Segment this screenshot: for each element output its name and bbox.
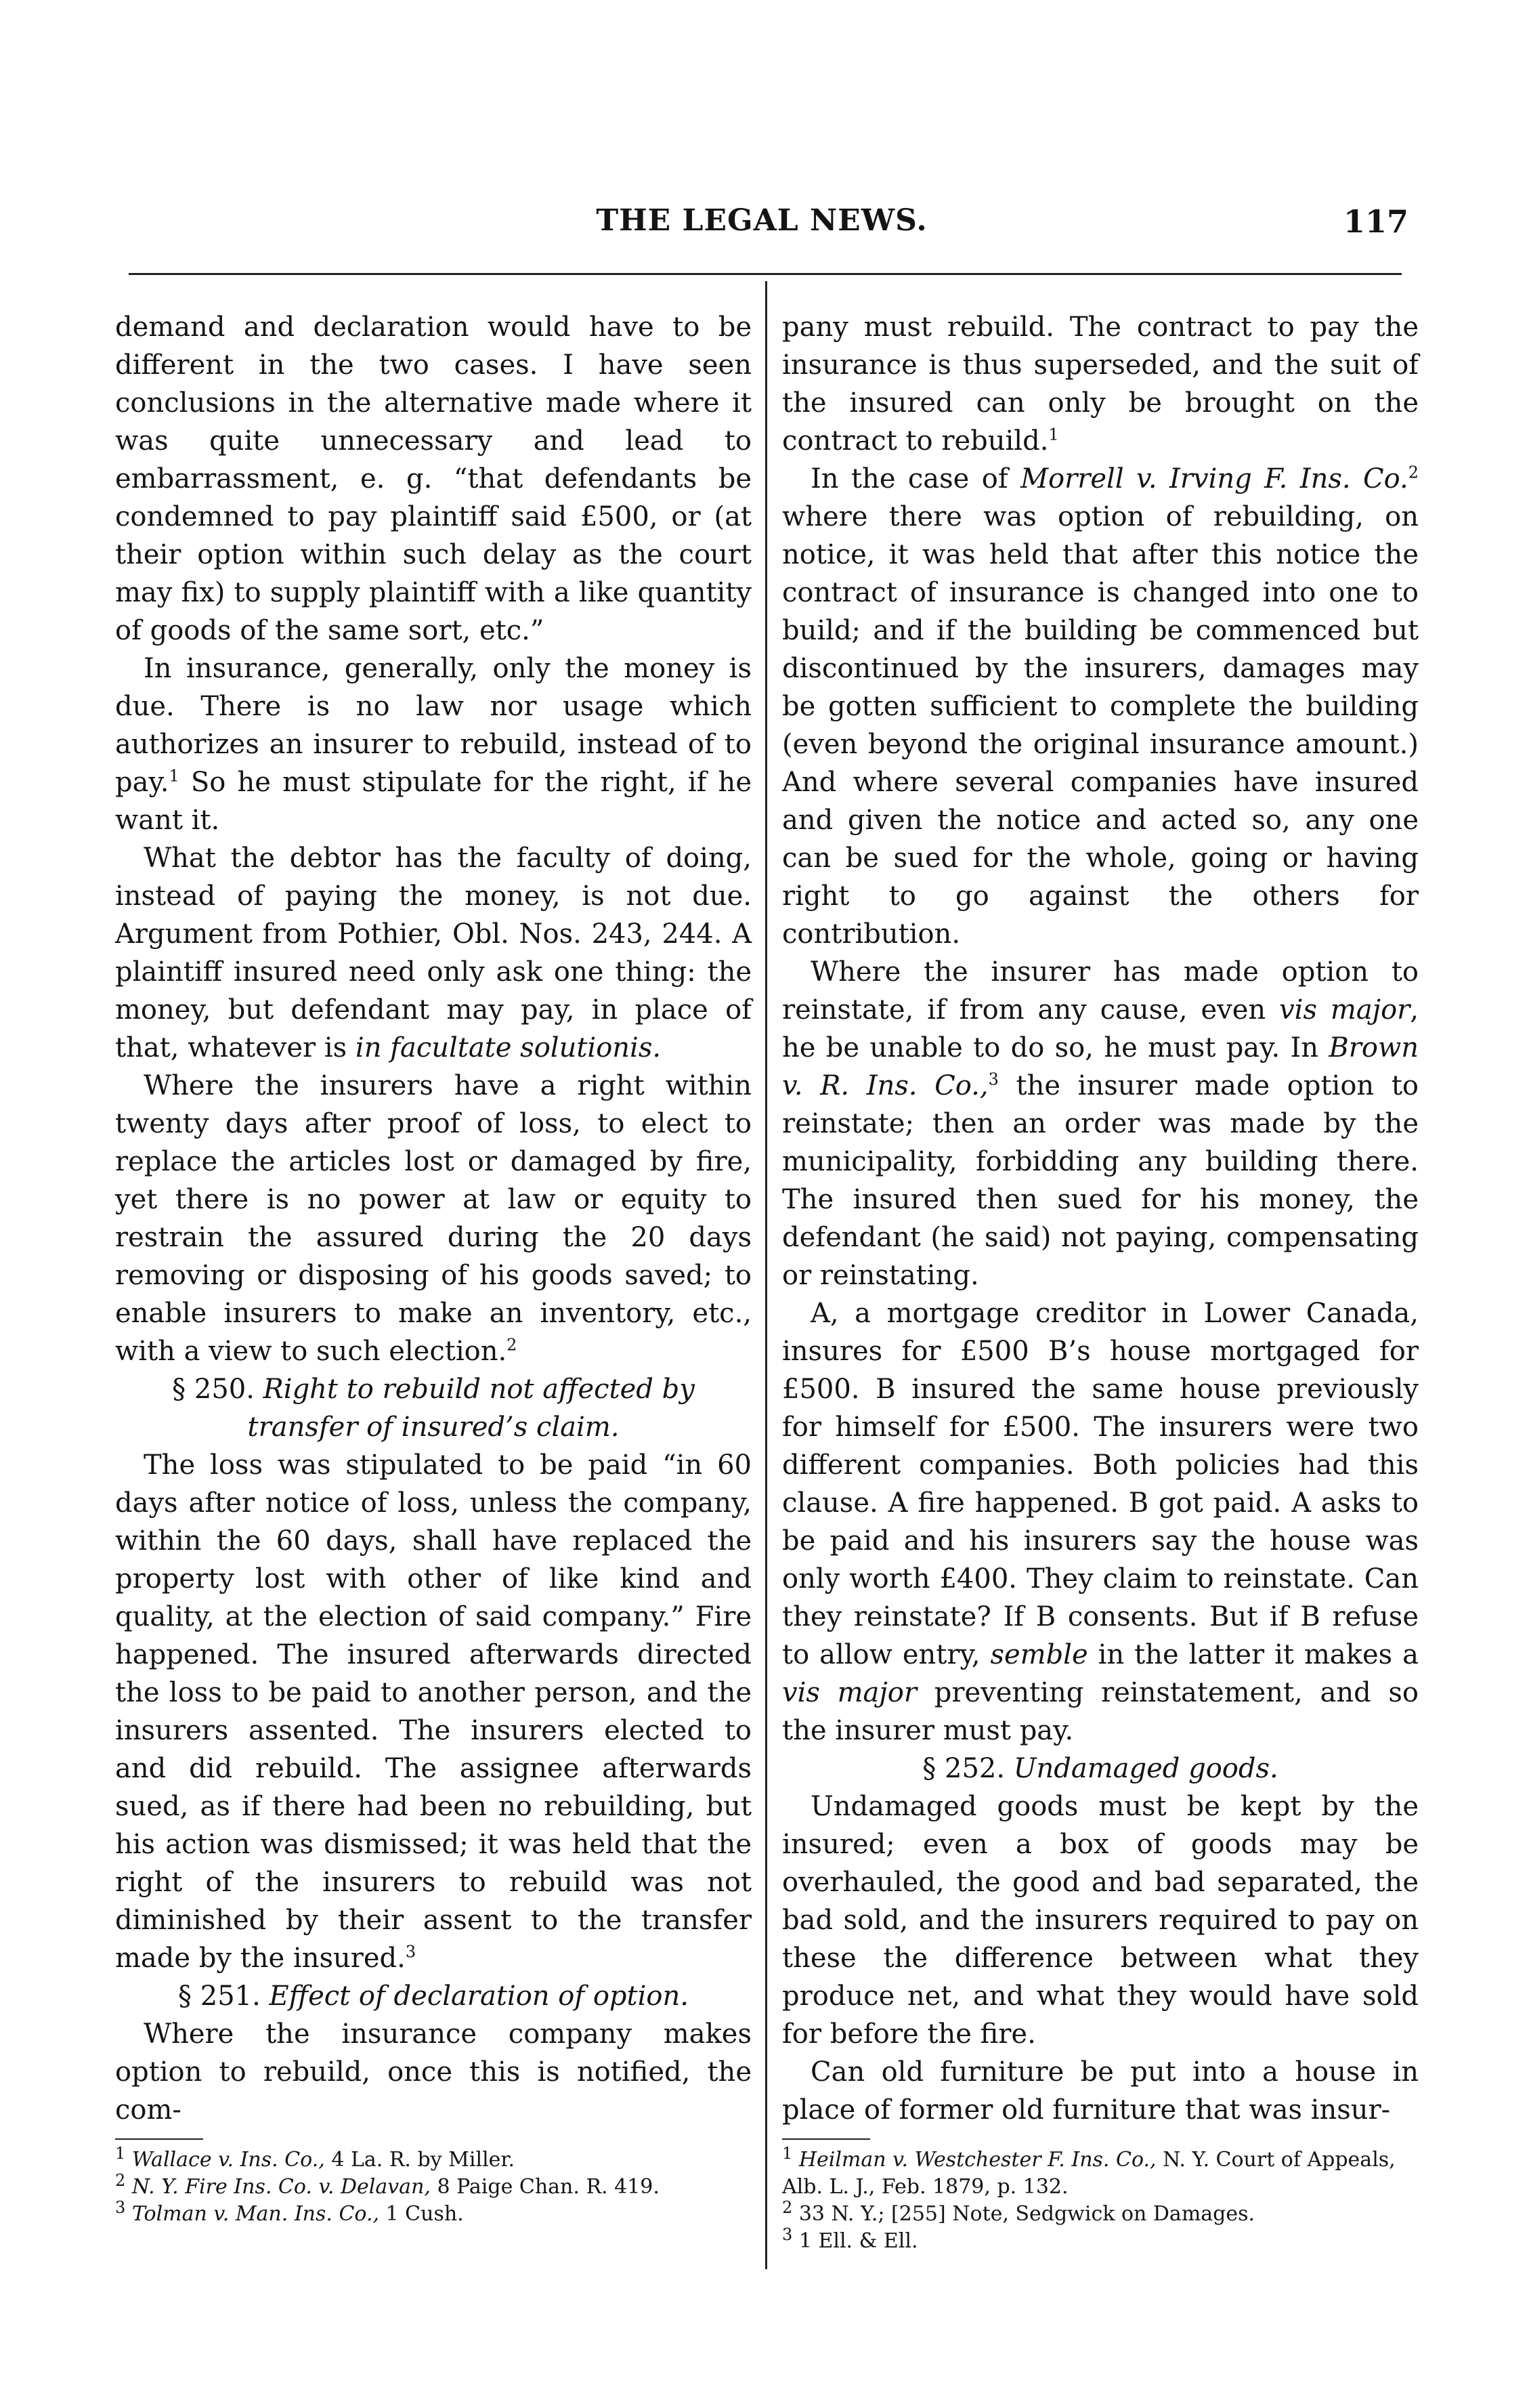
footnote: $^1$ Wallace v. Ins. Co., 4 La. R. by Miller. bbox=[115, 2144, 515, 2172]
running-head bbox=[115, 203, 1408, 251]
paragraph: In the case of Morrell v. Irving F. Ins. Co.$^2$ where there was option of rebuilding, on notice, it was held that after this notice the contract of insurance is changed into one to build; and if the building be commenced but discontinued by the insurers, damages may be gotten sufficient to complete the building (even beyond the original insurance amount.) And where several companies have insured and given the notice and acted so, any one can be sued for the whole, going or having right to go against the others for contribution. bbox=[782, 463, 1419, 950]
paragraph: The loss was stipulated to be paid “in 60 days after notice of loss, unless the company, within the 60 days, shall have replaced the property lost with other of like kind and quality, at the election of said company.” Fire happened. The insured afterwards directed the loss to be paid to another person, and the insurers assented. The insurers elected to and did rebuild. The assignee afterwards sued, as if there had been no rebuilding, but his action was dismissed; it was held that the right of the insurers to rebuild was not diminished by their assent to the transfer made by the insured.$^3$ bbox=[115, 1450, 752, 1974]
left-column bbox=[115, 308, 752, 2228]
footnote-rule bbox=[782, 2138, 870, 2140]
footnote: $^2$ N. Y. Fire Ins. Co. v. Delavan, 8 Paige Chan. R. 419. bbox=[115, 2171, 660, 2199]
section-heading-251: § 251. Effect of declaration of option. bbox=[178, 1981, 689, 2012]
footnote-rule bbox=[115, 2138, 203, 2140]
footnote-ref: 3 bbox=[405, 1942, 416, 1962]
paragraph: Where the insurers have a right within twenty days after proof of loss, to elect to replace the articles lost or damaged by fire, yet there is no power at law or equity to restrain the assured during the 20 days removing or disposing of his goods saved; to enable insurers to make an inventory, etc., with a view to such election.$^2$ bbox=[115, 1070, 752, 1367]
column-divider bbox=[765, 281, 767, 2269]
paragraph: pany must rebuild. The contract to pay the insurance is thus superseded, and the suit of the insured can only be brought on the contract to rebuild.$^1$ bbox=[782, 312, 1419, 457]
footnote-ref: 1 bbox=[1048, 425, 1059, 444]
footnotes bbox=[115, 2144, 752, 2228]
footnote: $^1$ Heilman v. Westchester F. Ins. Co., N. Y. Court of Appeals, Alb. L. J., Feb. 1879, p. 132. bbox=[782, 2144, 1396, 2199]
footnote: $^3$ 1 Ell. & Ell. bbox=[782, 2225, 918, 2253]
footnote-ref: 1 bbox=[169, 766, 179, 786]
paragraph: demand and declaration would have to be different in the two cases. I have seen conclusions in the alternative made where it was quite unnecessary and lead to embarrassment, e. g. “that defendants be condemned to pay plaintiff said £500, or (at their option within such delay as the court may fix) to supply plaintiff with a like quantity of goods of the same sort, etc.” bbox=[115, 312, 752, 646]
footnote-ref: 2 bbox=[1408, 463, 1419, 482]
journal-title: THE LEGAL NEWS. bbox=[596, 203, 928, 238]
footnote-ref: 2 bbox=[507, 1335, 517, 1355]
paragraph: Where the insurer has made option to reinstate, if from any cause, even vis major, he be unable to do so, he must pay. In Brown v. R. Ins. Co.,$^3$ the insurer made option to reinstate; then an order was made by the municipality, forbidding any building there. The insured then sued for his money, the defendant (he said) not paying, compensating or reinstating. bbox=[782, 956, 1419, 1291]
header-rule bbox=[129, 273, 1402, 275]
page-number: 117 bbox=[1343, 203, 1408, 240]
footnotes bbox=[782, 2144, 1419, 2255]
right-column bbox=[782, 308, 1419, 2255]
paragraph: Undamaged goods must be kept by the insured; even a box of goods may be overhauled, the good and bad separated, the bad sold, and the insurers required to pay on these the difference between what they produce net, and what they would have sold for before the fire. bbox=[782, 1791, 1419, 2050]
paragraph: Can old furniture be put into a house in place of former old furniture that was insur- bbox=[782, 2056, 1419, 2126]
section-heading-252: § 252. Undamaged goods. bbox=[922, 1753, 1278, 1784]
paragraph: Where the insurance company makes option to rebuild, once this is notified, the com- bbox=[115, 2019, 752, 2126]
paragraph: What the debtor has the faculty of doing, instead of paying the money, is not due. Argument from Pothier, Obl. Nos. 243, 244. A plaintiff insured need only ask one thing: the money, but defendant may pay, in place of that, whatever is in facultate solutionis. bbox=[115, 843, 752, 1063]
section-heading-250: § 250. Right to rebuild not affected by transfer of insured’s claim. bbox=[172, 1374, 695, 1443]
footnote: $^3$ Tolman v. Man. Ins. Co., 1 Cush. bbox=[115, 2198, 464, 2226]
footnote: $^2$ 33 N. Y.; [255] Note, Sedgwick on Damages. bbox=[782, 2198, 1255, 2226]
paragraph: A, a mortgage creditor in Lower Canada, insures for £500 B’s house mortgaged for £500. B insured the same house previously for himself for £500. The insurers were two different companies. Both policies had this clause. A fire happened. B got paid. A asks to be paid and his insurers say the house was only worth £400. They claim to reinstate. Can they reinstate? If B consents. But if B refuse to allow entry, semble in the latter it makes a vis major preventing reinstatement, and so the insurer must pay. bbox=[782, 1298, 1419, 1746]
paragraph: In insurance, generally, only the money is due. There is no law nor usage which authorizes an insurer to rebuild, instead of to pay.$^1$ So he must stipulate for the right, if he want it. bbox=[115, 653, 752, 836]
footnote-ref: 3 bbox=[988, 1070, 999, 1089]
